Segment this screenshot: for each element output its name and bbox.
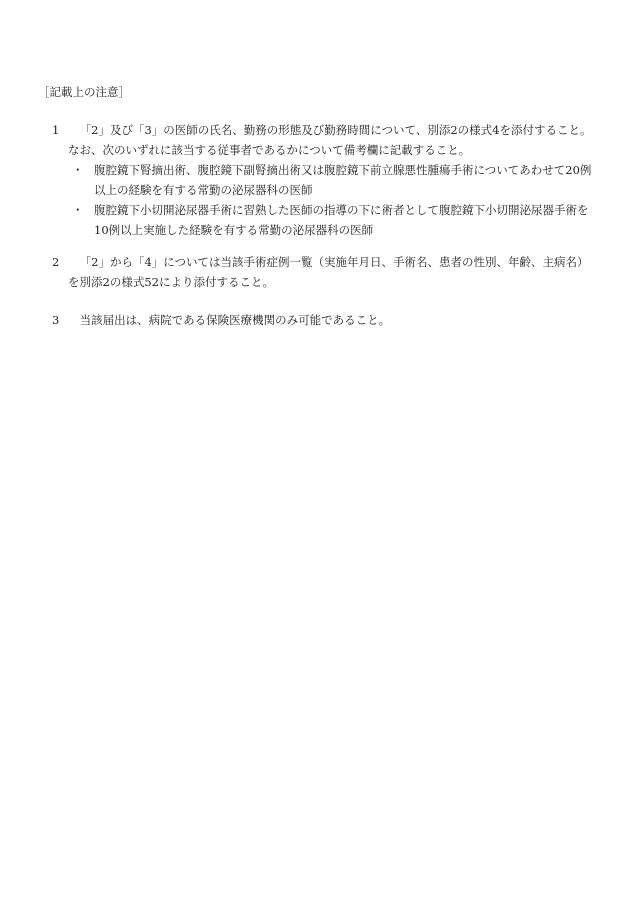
note-1-bullet-1	[72, 160, 595, 200]
note-3-paragraph	[52, 310, 595, 330]
note-3-text: 当該届出は、病院である保険医療機関のみ可能であること。	[79, 313, 391, 327]
note-1-number: 1	[52, 123, 60, 137]
note-item-3	[52, 310, 595, 330]
bullet-marker: ・	[72, 203, 84, 217]
section-heading: ［記載上の注意］	[38, 85, 130, 99]
note-2-paragraph	[52, 252, 595, 292]
note-1-bullet-list	[72, 160, 595, 240]
bullet-marker: ・	[72, 163, 84, 177]
note-3-number: 3	[52, 313, 60, 327]
note-1-bullet-1-text: 腹腔鏡下腎摘出術、腹腔鏡下副腎摘出術又は腹腔鏡下前立腺悪性腫瘍手術についてあわせて20例以上の経験を有する常勤の泌尿器科の医師	[94, 163, 592, 197]
note-item-2	[52, 252, 595, 292]
note-item-1	[52, 120, 595, 240]
note-2-number: 2	[52, 255, 60, 269]
note-1-paragraph	[52, 120, 595, 160]
note-1-bullet-2	[72, 200, 595, 240]
note-2-text: 「2」から「4」については当該手術症例一覧（実施年月日、手術名、患者の性別、年齢、主病名）を別添2の様式52により添付すること。	[68, 255, 589, 289]
note-1-text: 「2」及び「3」の医師の氏名、勤務の形態及び勤務時間について、別添2の様式4を添付すること。なお、次のいずれに該当する従事者であるかについて備考欄に記載すること。	[68, 123, 592, 157]
note-1-bullet-2-text: 腹腔鏡下小切開泌尿器手術に習熟した医師の指導の下に術者として腹腔鏡下小切開泌尿器手術を10例以上実施した経験を有する常勤の泌尿器科の医師	[94, 203, 589, 237]
